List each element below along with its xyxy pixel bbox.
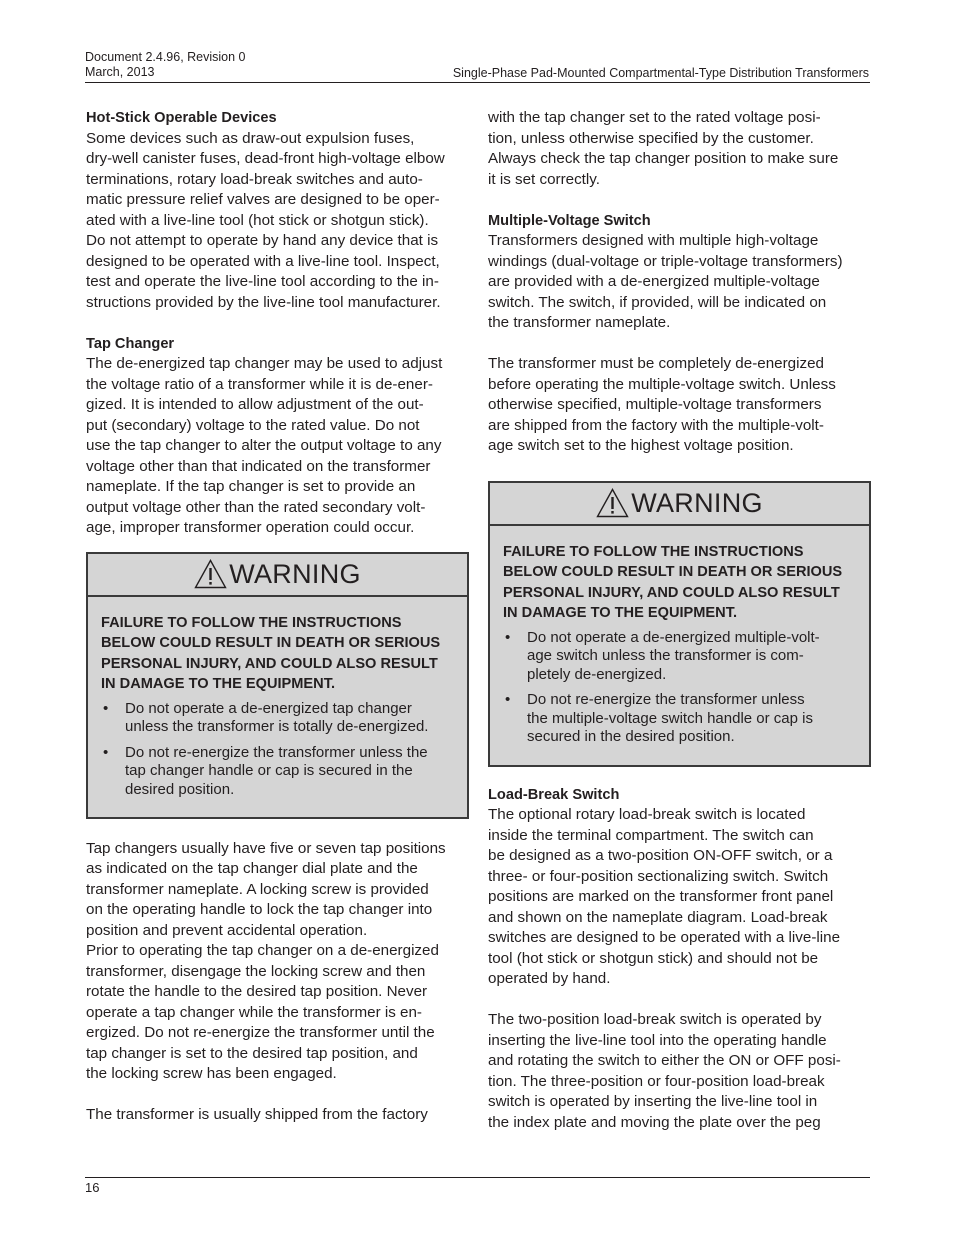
text-line: age switch unless the transformer is com- <box>527 647 804 664</box>
paragraph <box>488 108 871 190</box>
text-line: Do not re-energize the transformer unless the <box>125 743 428 761</box>
text-line: secured in the desired position. <box>527 728 735 745</box>
header-doc-info <box>85 50 246 80</box>
warning-box <box>488 481 871 767</box>
right-column <box>488 108 871 1133</box>
text-line: Do not operate a de-energized multiple-volt- <box>527 628 820 646</box>
paragraph <box>86 1105 469 1126</box>
text-line: gized. It is intended to allow adjustment of the out- <box>86 396 424 413</box>
text-line: PERSONAL INJURY, AND COULD ALSO RESULT <box>503 584 840 601</box>
text-line: matic pressure relief valves are designed to be oper- <box>86 191 440 208</box>
warning-title: WARNING <box>631 487 763 518</box>
text-line: ergized. Do not re-energize the transformer until the <box>86 1024 435 1041</box>
section-heading: Hot-Stick Operable Devices <box>86 110 277 126</box>
footer-rule <box>85 1177 870 1178</box>
text-line: are shipped from the factory with the multiple-volt- <box>488 416 824 434</box>
text-line: put (secondary) voltage to the rated value. Do not <box>86 416 420 434</box>
text-line: inside the terminal compartment. The switch can <box>488 826 814 844</box>
text-line: otherwise specified, multiple-voltage transformers <box>488 396 822 413</box>
paragraph <box>488 354 871 457</box>
warning-lead <box>503 542 855 624</box>
text-line: be designed as a two-position ON-OFF switch, or a <box>488 847 833 864</box>
text-line: the voltage ratio of a transformer while it is de-ener- <box>86 375 433 393</box>
text-line: windings (dual-voltage or triple-voltage transformers) <box>488 252 843 270</box>
header-rule <box>85 82 870 83</box>
text-line: unless the transformer is totally de-energized. <box>125 718 429 735</box>
warning-box <box>86 552 469 819</box>
warning-bullets <box>503 629 855 747</box>
text-line: structions provided by the live-line tool manufacturer. <box>86 293 441 311</box>
text-line: operated by hand. <box>488 970 611 987</box>
text-line: FAILURE TO FOLLOW THE INSTRUCTIONS <box>101 614 402 631</box>
warning-header <box>88 554 467 597</box>
text-line: Prior to operating the tap changer on a de-energized <box>86 942 439 959</box>
text-line: age switch set to the highest voltage position. <box>488 437 794 454</box>
header-title: Single-Phase Pad-Mounted Compartmental-Type Distribution Transformers <box>452 66 869 80</box>
text-line: The transformer must be completely de-energized <box>488 355 824 372</box>
text-line: and shown on the nameplate diagram. Load-break <box>488 908 828 926</box>
text-line: tap changer handle or cap is secured in the <box>125 762 413 779</box>
paragraph <box>86 354 469 539</box>
text-line: transformer nameplate. A locking screw is provided <box>86 880 429 898</box>
paragraph <box>488 231 871 334</box>
text-line: Do not operate a de-energized tap changer <box>125 699 412 717</box>
text-line: use the tap changer to alter the output voltage to any <box>86 437 442 454</box>
text-line: position and prevent accidental operation. <box>86 921 368 939</box>
paragraph <box>86 129 469 314</box>
section-tap-positions <box>86 839 469 1085</box>
text-line: positions are marked on the transformer front panel <box>488 888 834 905</box>
text-line: terminations, rotary load-break switches and auto- <box>86 170 423 188</box>
doc-date: March, 2013 <box>85 65 155 79</box>
text-line: Some devices such as draw-out expulsion fuses, <box>86 129 415 147</box>
text-line: voltage other than that indicated on the transformer <box>86 457 431 475</box>
text-line: age, improper transformer operation could occur. <box>86 519 415 536</box>
text-line: tion, unless otherwise specified by the customer. <box>488 129 814 147</box>
text-line: Do not attempt to operate by hand any device that is <box>86 232 439 249</box>
text-line: tap changer is set to the desired tap position, and <box>86 1044 418 1062</box>
text-line: the transformer nameplate. <box>488 314 671 331</box>
text-line: and rotating the switch to either the ON or OFF posi- <box>488 1052 841 1069</box>
text-line: nameplate. If the tap changer is set to provide an <box>86 478 416 495</box>
text-line: The two-position load-break switch is operated by <box>488 1011 822 1028</box>
text-line: the multiple-voltage switch handle or cap is <box>527 709 813 727</box>
section-hot-stick <box>86 108 469 313</box>
warning-bullet: • Do not operate a de-energized tap changer unless the transformer is totally de-energized. <box>101 700 453 737</box>
text-line: tool (hot stick or shotgun stick) and should not be <box>488 949 819 967</box>
section-heading: Multiple-Voltage Switch <box>488 212 651 229</box>
warning-bullets <box>101 700 453 800</box>
text-line: output voltage other than the rated secondary volt- <box>86 498 426 516</box>
text-line: IN DAMAGE TO THE EQUIPMENT. <box>101 676 336 692</box>
section-tap-changer <box>86 334 469 539</box>
text-line: pletely de-energized. <box>527 665 667 683</box>
text-line: switch. The switch, if provided, will be indicated on <box>488 293 827 311</box>
section-load-break <box>488 785 871 1134</box>
text-line: BELOW COULD RESULT IN DEATH OR SERIOUS <box>101 635 441 651</box>
text-line: ated with a live-line tool (hot stick or shotgun stick). <box>86 211 429 229</box>
section-multiple-voltage <box>488 211 871 457</box>
text-line: switches are designed to be operated with a live-line <box>488 929 841 946</box>
warning-bullet: • Do not re-energize the transformer unless the multiple-voltage switch handle or cap is secured in the desired position. <box>503 691 855 747</box>
text-line: The transformer is usually shipped from the factory <box>86 1106 428 1123</box>
text-line: BELOW COULD RESULT IN DEATH OR SERIOUS <box>503 564 843 580</box>
text-line: FAILURE TO FOLLOW THE INSTRUCTIONS <box>503 543 804 560</box>
paragraph <box>488 805 871 990</box>
warning-bullet: • Do not operate a de-energized multiple-volt- age switch unless the transformer is com- pletely de-energized. <box>503 629 855 685</box>
text-line: on the operating handle to lock the tap changer into <box>86 901 433 918</box>
warning-bullet: • Do not re-energize the transformer unless the tap changer handle or cap is secured in the desired position. <box>101 744 453 800</box>
text-line: operate a tap changer while the transformer is en- <box>86 1003 422 1021</box>
text-line: The de-energized tap changer may be used to adjust <box>86 355 443 372</box>
text-line: dry-well canister fuses, dead-front high-voltage elbow <box>86 150 445 167</box>
text-line: Always check the tap changer position to make sure <box>488 150 839 167</box>
text-line: with the tap changer set to the rated voltage posi- <box>488 109 821 126</box>
text-line: before operating the multiple-voltage switch. Unless <box>488 375 836 393</box>
text-line: Tap changers usually have five or seven tap positions <box>86 839 446 857</box>
left-column <box>86 108 469 1126</box>
text-line: designed to be operated with a live-line tool. Inspect, <box>86 252 440 270</box>
paragraph <box>86 839 469 1085</box>
page-number: 16 <box>85 1180 100 1195</box>
text-line: The optional rotary load-break switch is located <box>488 806 806 823</box>
text-line: Do not re-energize the transformer unless <box>527 691 805 708</box>
text-line: IN DAMAGE TO THE EQUIPMENT. <box>503 605 738 621</box>
warning-title: WARNING <box>229 558 361 589</box>
text-line: rotate the handle to the desired tap position. Never <box>86 983 428 1000</box>
doc-id: Document 2.4.96, Revision 0 <box>85 50 246 64</box>
text-line: are provided with a de-energized multiple-voltage <box>488 273 820 290</box>
text-line: transformer, disengage the locking screw and then <box>86 962 426 980</box>
text-line: test and operate the live-line tool according to the in- <box>86 273 439 290</box>
text-line: the locking screw has been engaged. <box>86 1065 337 1082</box>
text-line: the index plate and moving the plate over the peg <box>488 1113 821 1131</box>
section-heading: Load-Break Switch <box>488 786 620 803</box>
text-line: PERSONAL INJURY, AND COULD ALSO RESULT <box>101 655 438 672</box>
text-line: inserting the live-line tool into the operating handle <box>488 1031 827 1049</box>
warning-lead <box>101 613 453 695</box>
warning-triangle-icon <box>194 559 227 589</box>
text-line: it is set correctly. <box>488 170 600 188</box>
text-line: tion. The three-position or four-position load-break <box>488 1072 825 1090</box>
text-line: switch is operated by inserting the live-line tool in <box>488 1093 818 1110</box>
warning-triangle-icon <box>596 488 629 518</box>
text-line: three- or four-position sectionalizing switch. Switch <box>488 867 829 885</box>
warning-header <box>490 483 869 526</box>
text-line: Transformers designed with multiple high-voltage <box>488 232 819 249</box>
paragraph <box>488 1010 871 1133</box>
text-line: desired position. <box>125 780 235 798</box>
text-line: as indicated on the tap changer dial plate and the <box>86 860 418 877</box>
section-heading: Tap Changer <box>86 335 175 352</box>
